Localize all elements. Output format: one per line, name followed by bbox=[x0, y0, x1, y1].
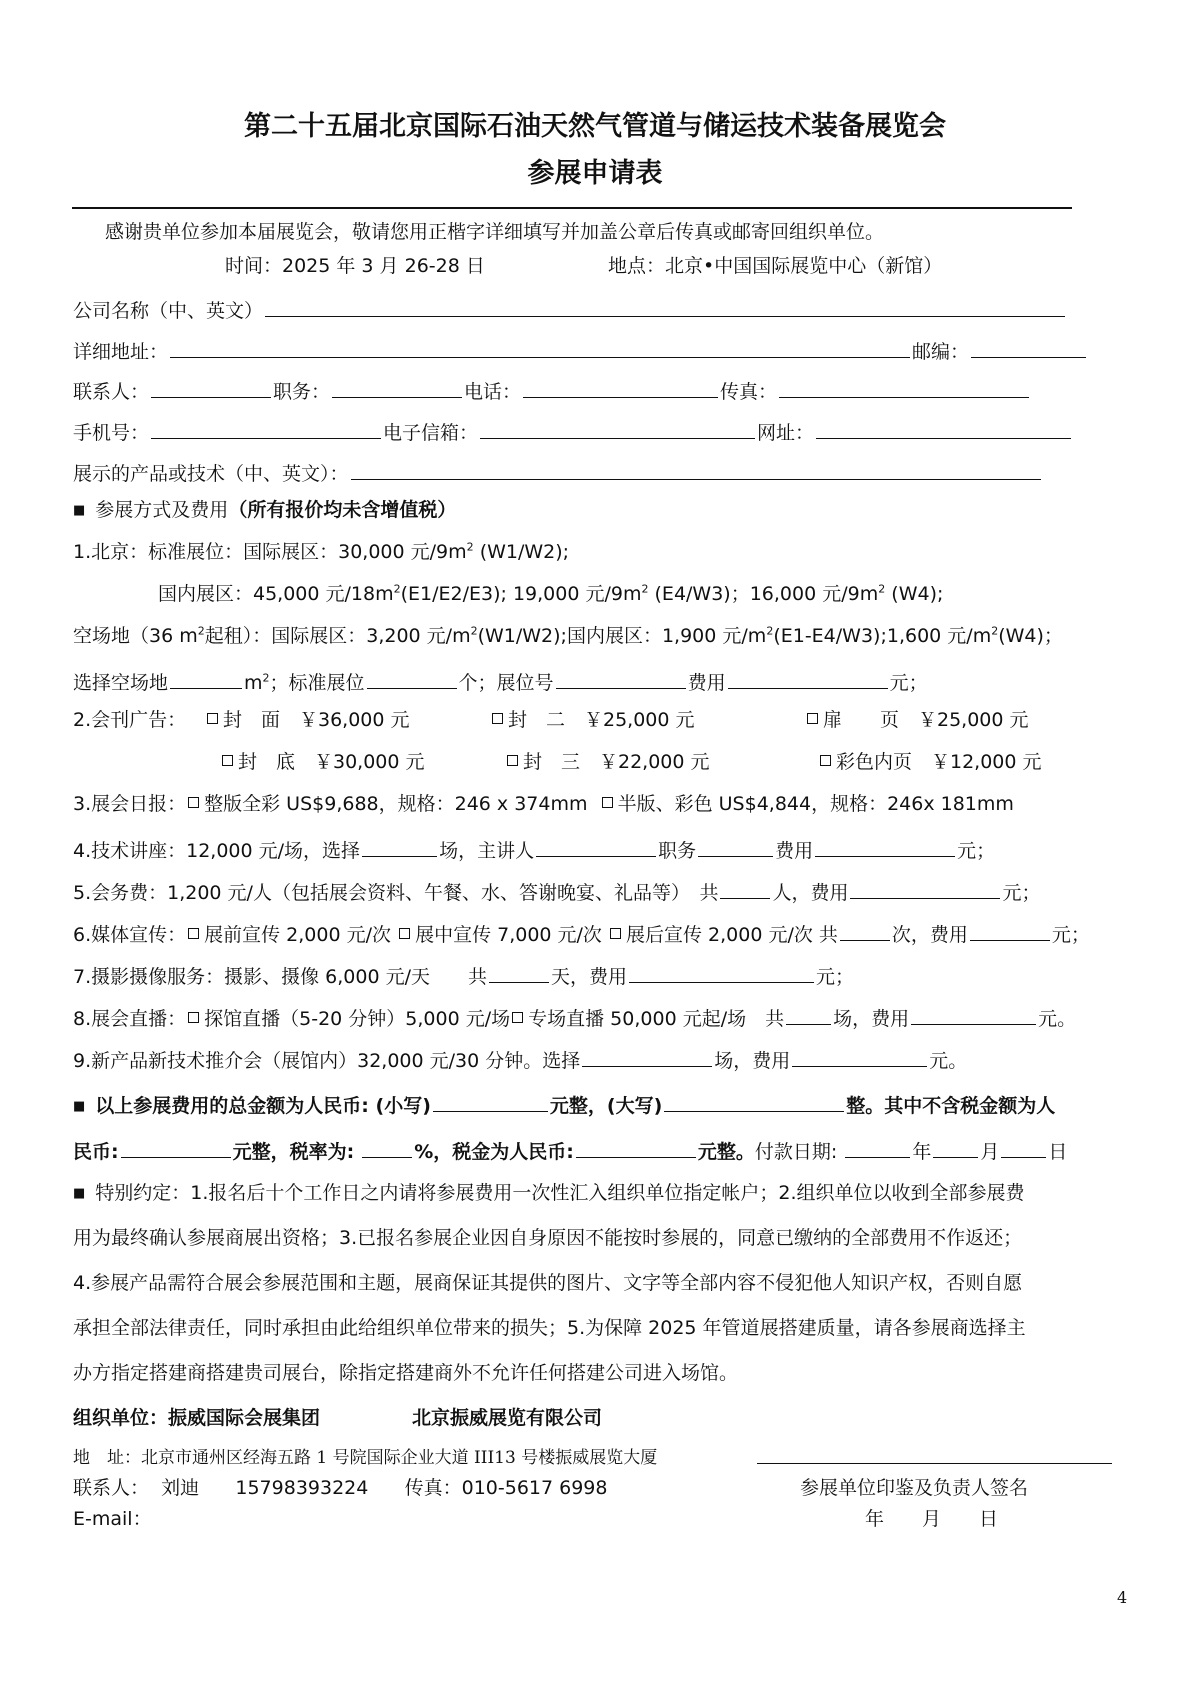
conference-fee-row: 5.会务费：1,200 元/人（包括展会资料、午餐、水、答谢晚宴、礼品等） 共 人，费用 元； bbox=[73, 879, 1041, 903]
ad-option-color-page[interactable]: 彩色内页 ￥12,000 元 bbox=[818, 753, 1042, 772]
intro-text: 感谢贵单位参加本届展览会，敬请您用正楷字详细填写并加盖公章后传真或邮寄回组织单位。 bbox=[105, 221, 885, 243]
space-area-input[interactable] bbox=[170, 669, 242, 689]
products-row bbox=[73, 460, 1043, 484]
products-label: 展示的产品或技术（中、英文）： bbox=[73, 463, 349, 485]
contact-input[interactable] bbox=[151, 378, 271, 398]
organizer-contact: 联系人： 刘迪 15798393224 传真：010-5617 6998 bbox=[73, 1477, 608, 1499]
fax-label: 传真： bbox=[720, 381, 778, 403]
ad-option-title-page[interactable]: 扉 页 ￥25,000 元 bbox=[805, 711, 1029, 730]
terms-line-4: 承担全部法律责任，同时承担由此给组织单位带来的损失；5.为保障 2025 年管道展搭建质量，请各参展商选择主 bbox=[73, 1317, 1026, 1339]
fees-heading: ■ 参展方式及费用（所有报价均未含增值税） bbox=[73, 499, 457, 521]
fee-line-1b: 国内展区：45,000 元$/18m^2(E1/E2/E3)$; 19,000 元$/9m^2$ (E4/W3)；16,000 元$/9m^2$ (W4); bbox=[158, 582, 944, 605]
organizer-label: 组织单位：振威国际会展集团 bbox=[73, 1407, 321, 1429]
terms-line-5: 办方指定搭建商搭建贵司展台，除指定搭建商外不允许任何搭建公司进入场馆。 bbox=[73, 1362, 739, 1384]
media-fee-input[interactable] bbox=[970, 921, 1050, 941]
pay-day-input[interactable] bbox=[1001, 1138, 1046, 1158]
signature-date: 年 月 日 bbox=[865, 1508, 999, 1530]
bullet-square-icon: ■ bbox=[73, 1099, 86, 1114]
media-row: 6.媒体宣传： 展前宣传 2,000 元/次 展中宣传 7,000 元/次 展后宣传 2,000 元/次 共 次，费用 元； bbox=[73, 921, 1090, 945]
tax-rate-input[interactable] bbox=[362, 1138, 412, 1158]
fee-line-1c: 空场地（36 $m^2$起租）：国际展区：3,200 元$/m^2(W1/W2)$;国内展区：1,900 元$/m^2(E1-E4/W3);1,600$ 元$/m^2(W4)$； bbox=[73, 624, 1063, 647]
organizer-second: 北京振威展览有限公司 bbox=[412, 1407, 603, 1429]
fax-input[interactable] bbox=[779, 378, 1029, 398]
checkbox-icon[interactable] bbox=[507, 755, 518, 766]
ad-row-1: 2.会刊广告： bbox=[73, 709, 187, 731]
live-fee-input[interactable] bbox=[911, 1005, 1036, 1025]
checkbox-icon[interactable] bbox=[188, 928, 199, 939]
lecture-count-input[interactable] bbox=[362, 837, 437, 857]
launch-count-input[interactable] bbox=[582, 1047, 712, 1067]
checkbox-icon[interactable] bbox=[207, 713, 218, 724]
checkbox-icon[interactable] bbox=[399, 928, 410, 939]
tax-amount-input[interactable] bbox=[576, 1138, 696, 1158]
pretax-amount-input[interactable] bbox=[121, 1138, 231, 1158]
mobile-label: 手机号： bbox=[73, 422, 150, 444]
bullet-square-icon: ■ bbox=[73, 503, 86, 518]
contact-row bbox=[73, 378, 1031, 402]
website-label: 网址： bbox=[757, 422, 815, 444]
photo-days-input[interactable] bbox=[489, 963, 549, 983]
fees-heading-note: （所有报价均未含增值税） bbox=[228, 499, 457, 521]
address-input[interactable] bbox=[170, 338, 910, 358]
company-input[interactable] bbox=[265, 297, 1065, 317]
company-row bbox=[73, 297, 1067, 321]
mobile-input[interactable] bbox=[151, 419, 381, 439]
checkbox-icon[interactable] bbox=[492, 713, 503, 724]
ad-option-inside-cover[interactable]: 封 二 ￥25,000 元 bbox=[490, 711, 695, 730]
terms-line-3: 4.参展产品需符合展会参展范围和主题，展商保证其提供的图片、文字等全部内容不侵犯他人知识产权，否则自愿 bbox=[73, 1272, 1023, 1294]
photo-row: 7.摄影摄像服务：摄影、摄像 6,000 元/天 共 天，费用 元； bbox=[73, 963, 854, 987]
media-count-input[interactable] bbox=[840, 921, 890, 941]
address-row bbox=[73, 338, 1088, 362]
booth-count-input[interactable] bbox=[367, 669, 457, 689]
total-row-1: ■ 以上参展费用的总金额为人民币: (小写) 元整，(大写) 整。其中不含税金额为人 bbox=[73, 1092, 1055, 1116]
fee-line-1a: 1.北京：标准展位：国际展区：30,000 元$/9m^2$ (W1/W2); bbox=[73, 540, 570, 563]
total-lower-input[interactable] bbox=[433, 1092, 548, 1112]
email-label: 电子信箱： bbox=[383, 422, 479, 444]
ad-option-cover[interactable]: 封 面 ￥36,000 元 bbox=[205, 711, 410, 730]
signature-line[interactable] bbox=[757, 1463, 1112, 1464]
checkbox-icon[interactable] bbox=[807, 713, 818, 724]
booth-number-input[interactable] bbox=[556, 669, 686, 689]
postcode-input[interactable] bbox=[971, 338, 1086, 358]
launch-fee-input[interactable] bbox=[792, 1047, 927, 1067]
total-row-2: 民币: 元整，税率为: %，税金为人民币: 元整。付款日期: 年 月 日 bbox=[73, 1138, 1067, 1162]
checkbox-icon[interactable] bbox=[610, 928, 621, 939]
checkbox-icon[interactable] bbox=[602, 797, 613, 808]
position-input[interactable] bbox=[332, 378, 462, 398]
speaker-input[interactable] bbox=[536, 837, 656, 857]
phone-input[interactable] bbox=[523, 378, 718, 398]
terms-line-2: 用为最终确认参展商展出资格；3.已报名参展企业因自身原因不能按时参展的，同意已缴纳的全部费用不作返还； bbox=[73, 1227, 1023, 1249]
phone-label: 电话： bbox=[464, 381, 522, 403]
email-input[interactable] bbox=[480, 419, 755, 439]
photo-fee-input[interactable] bbox=[629, 963, 814, 983]
checkbox-icon[interactable] bbox=[188, 797, 199, 808]
position-label: 职务： bbox=[273, 381, 331, 403]
contact-label: 联系人： bbox=[73, 381, 150, 403]
organizer-email: E-mail： bbox=[73, 1508, 152, 1530]
ad-option-back-cover[interactable]: 封 底 ￥30,000 元 bbox=[220, 753, 425, 772]
mobile-row bbox=[73, 419, 1073, 443]
live-row: 8.展会直播： 探馆直播（5-20 分钟）5,000 元/场 专场直播 50,000 元起/场 共 场，费用 元。 bbox=[73, 1005, 1076, 1029]
launch-row: 9.新产品新技术推介会（展馆内）32,000 元/30 分钟。选择 场，费用 元。 bbox=[73, 1047, 967, 1071]
daily-row: 3.展会日报： 整版全彩 US$9,688，规格：246 x 374mm 半版、彩色 US$4,844，规格：246x 181mm bbox=[73, 793, 1014, 815]
event-location: 地点：北京•中国国际展览中心（新馆） bbox=[608, 255, 943, 277]
speaker-position-input[interactable] bbox=[698, 837, 773, 857]
address-label: 详细地址： bbox=[73, 341, 169, 363]
company-label: 公司名称（中、英文） bbox=[73, 300, 264, 322]
conference-fee-input[interactable] bbox=[850, 879, 1000, 899]
page-number: 4 bbox=[1117, 1588, 1128, 1607]
total-upper-input[interactable] bbox=[664, 1092, 844, 1112]
website-input[interactable] bbox=[816, 419, 1071, 439]
pay-year-input[interactable] bbox=[845, 1138, 910, 1158]
page-subtitle: 参展申请表 bbox=[527, 158, 663, 189]
event-time: 时间：2025 年 3 月 26-28 日 bbox=[225, 255, 485, 277]
pay-month-input[interactable] bbox=[933, 1138, 978, 1158]
attendee-count-input[interactable] bbox=[720, 879, 770, 899]
signature-label: 参展单位印鉴及负责人签名 bbox=[800, 1477, 1029, 1499]
bullet-square-icon: ■ bbox=[73, 1186, 86, 1201]
products-input[interactable] bbox=[351, 460, 1041, 480]
page-title: 第二十五届北京国际石油天然气管道与储运技术装备展览会 bbox=[244, 111, 946, 142]
ad-option-inside-back[interactable]: 封 三 ￥22,000 元 bbox=[505, 753, 710, 772]
lecture-fee-input[interactable] bbox=[815, 837, 955, 857]
terms-line-1: ■ 特别约定：1.报名后十个工作日之内请将参展费用一次性汇入组织单位指定帐户；2.组织单位以收到全部参展费 bbox=[73, 1182, 1025, 1204]
live-count-input[interactable] bbox=[786, 1005, 831, 1025]
organizer-address: 地 址：北京市通州区经海五路 1 号院国际企业大道 III13 号楼振威展览大厦 bbox=[73, 1448, 658, 1468]
checkbox-icon[interactable] bbox=[188, 1012, 199, 1023]
title-divider bbox=[72, 207, 1072, 209]
lecture-row: 4.技术讲座：12,000 元/场，选择 场，主讲人 职务 费用 元； bbox=[73, 837, 995, 861]
fee-line-1d: 选择空场地 $m^2$；标准展位 个；展位号 费用 元； bbox=[73, 669, 928, 693]
booth-fee-input[interactable] bbox=[728, 669, 888, 689]
checkbox-icon[interactable] bbox=[222, 755, 233, 766]
postcode-label: 邮编： bbox=[912, 341, 970, 363]
checkbox-icon[interactable] bbox=[820, 755, 831, 766]
checkbox-icon[interactable] bbox=[512, 1012, 523, 1023]
